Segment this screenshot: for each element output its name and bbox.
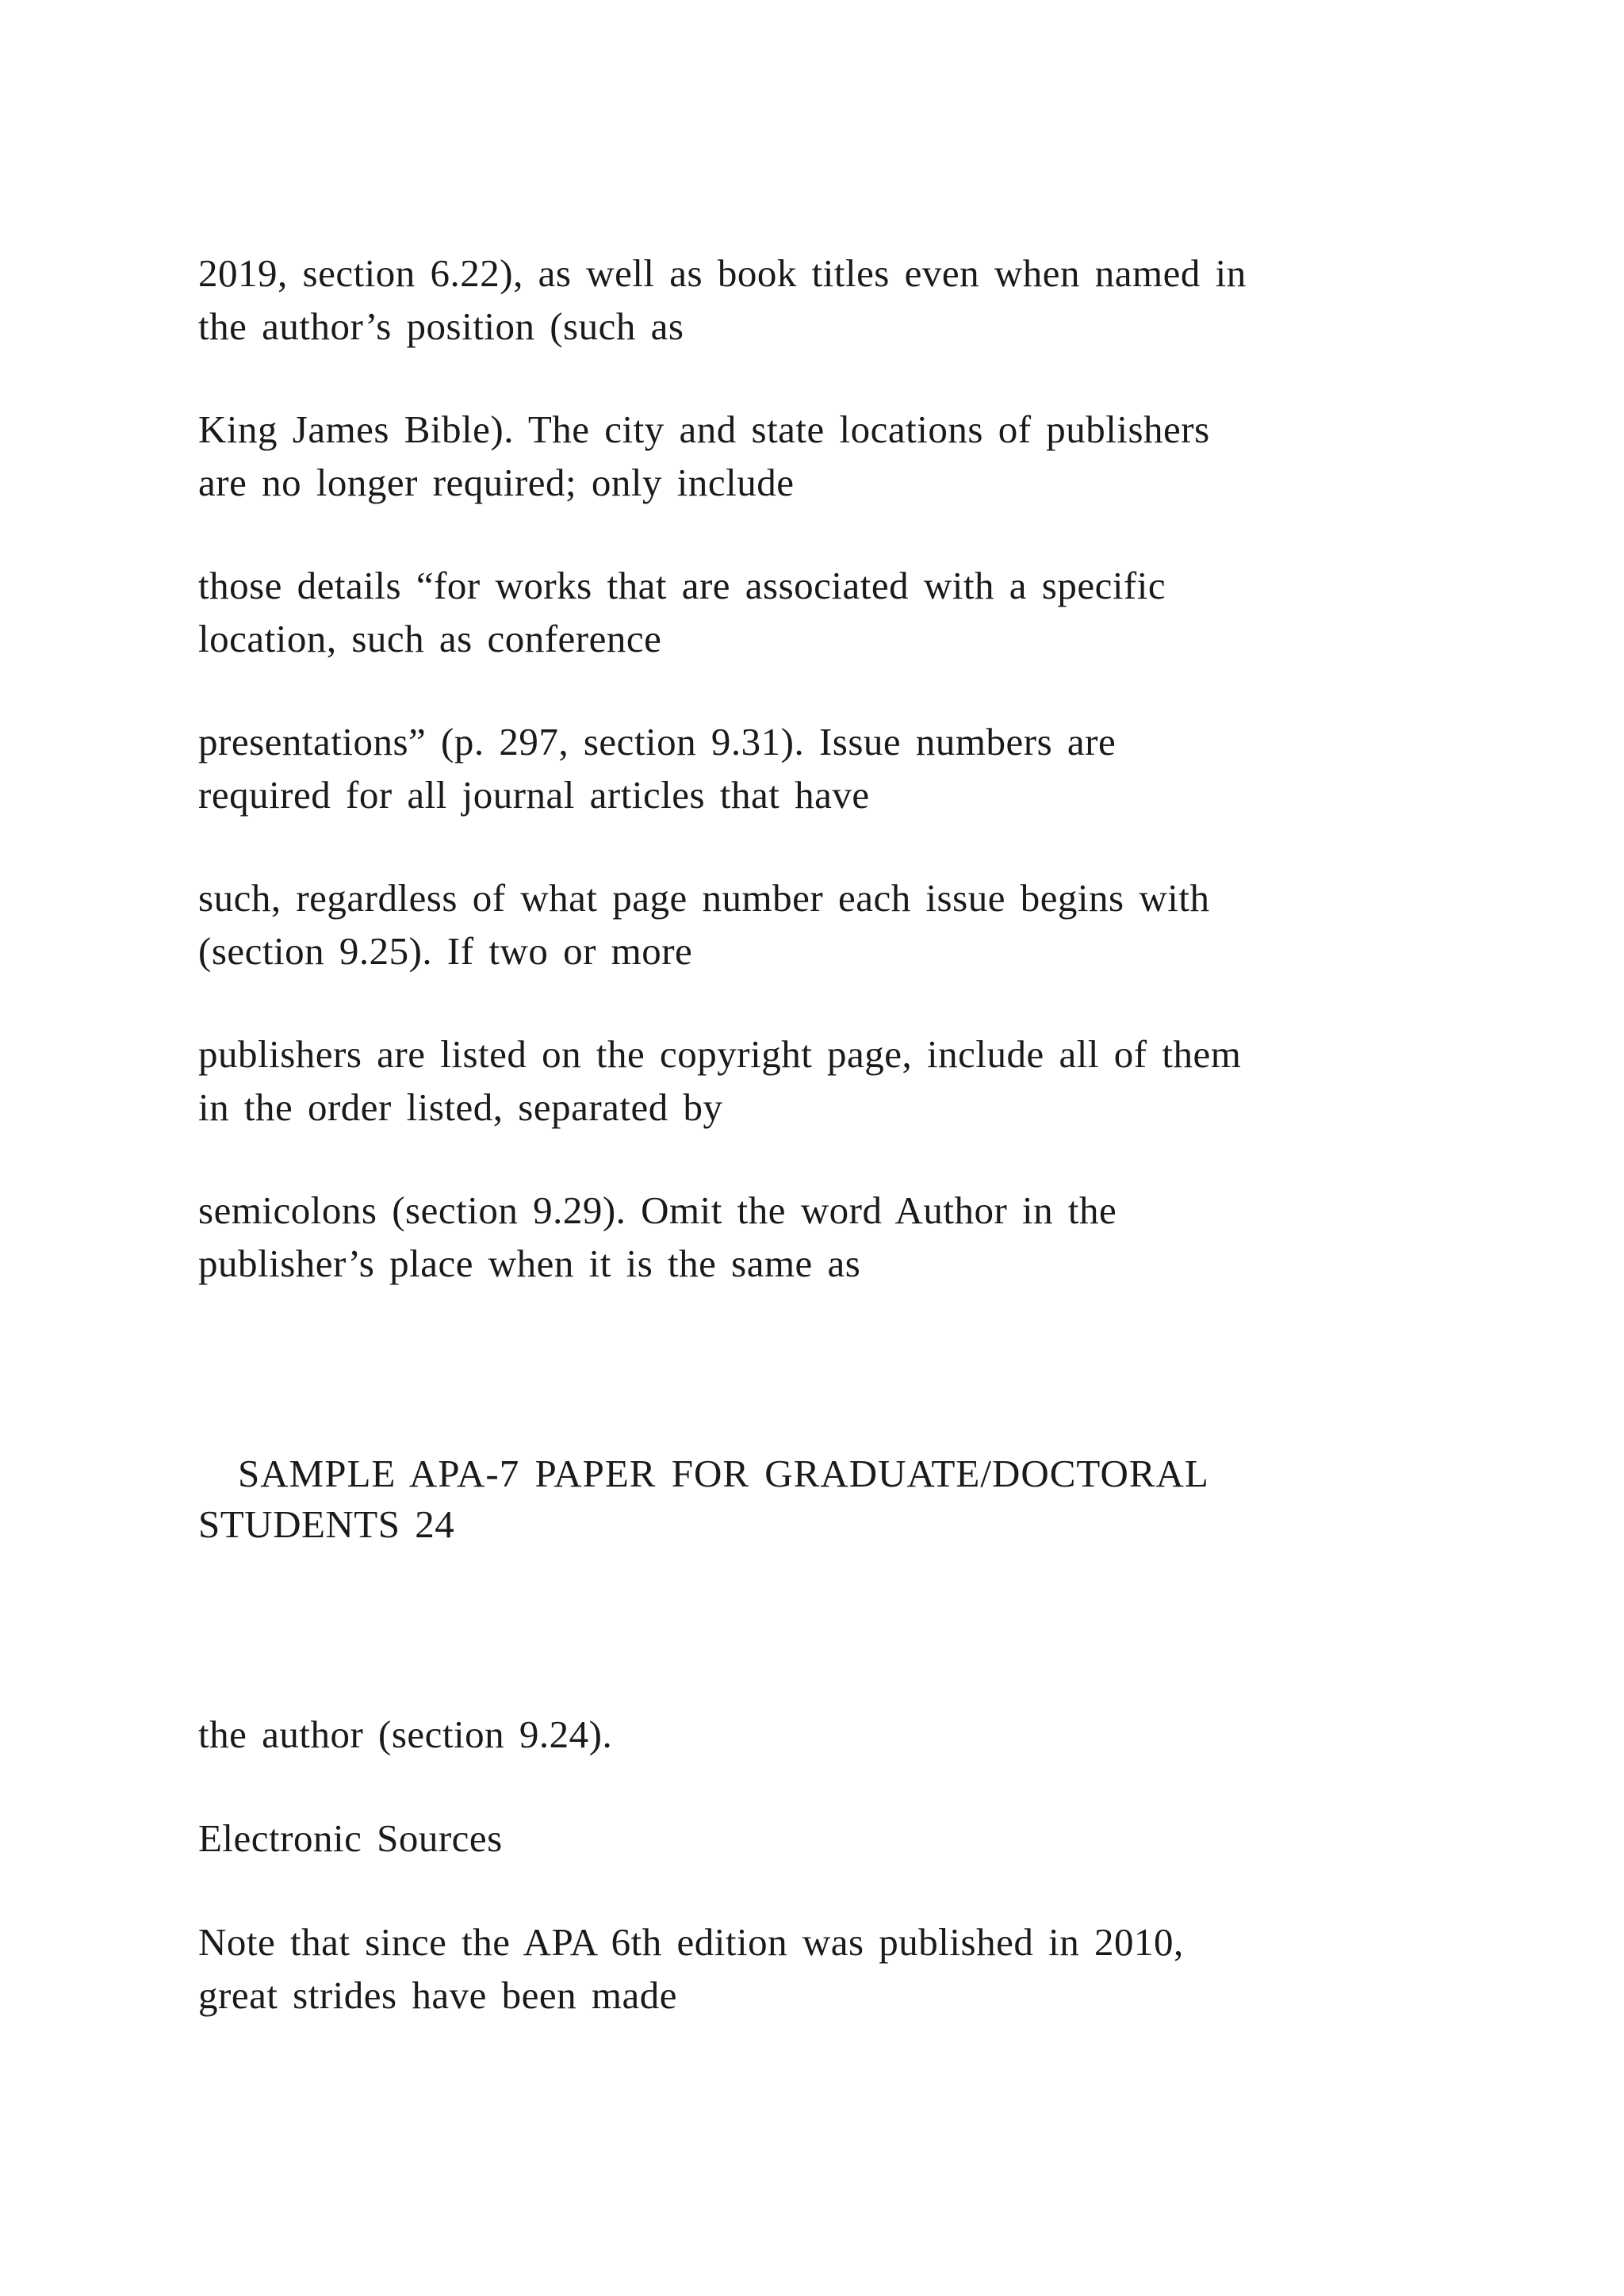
paragraph-3-line-2: location, such as conference	[198, 617, 662, 660]
paragraph-4-line-2: required for all journal articles that have	[198, 773, 870, 817]
paragraph-5-line-1: such, regardless of what page number each issue begins with	[198, 876, 1210, 920]
paragraph-7-line-1: semicolons (section 9.29). Omit the word Author in the	[198, 1188, 1117, 1232]
paragraph-4-line-1: presentations” (p. 297, section 9.31). Issue numbers are	[198, 720, 1116, 763]
paragraph-7-line-2: publisher’s place when it is the same as	[198, 1242, 861, 1285]
running-head-line-1: SAMPLE APA-7 PAPER FOR GRADUATE/DOCTORAL	[238, 1452, 1209, 1495]
paragraph-3-line-1: those details “for works that are associated with a specific	[198, 564, 1166, 607]
paragraph-1-line-1: 2019, section 6.22), as well as book titles even when named in	[198, 251, 1247, 295]
paragraph-2-line-2: are no longer required; only include	[198, 461, 795, 504]
paragraph-1-line-2: the author’s position (such as	[198, 304, 684, 348]
final-paragraph-line-2: great strides have been made	[198, 1973, 677, 2017]
section-heading: Electronic Sources	[198, 1816, 503, 1860]
paragraph-6-line-1: publishers are listed on the copyright page, include all of them	[198, 1032, 1242, 1076]
final-paragraph-line-1: Note that since the APA 6th edition was published in 2010,	[198, 1920, 1184, 1964]
running-head-line-2: STUDENTS 24	[198, 1502, 455, 1546]
paragraph-6-line-2: in the order listed, separated by	[198, 1085, 723, 1129]
paragraph-5-line-2: (section 9.25). If two or more	[198, 929, 693, 973]
paragraph-2-line-1: King James Bible). The city and state locations of publishers	[198, 408, 1210, 451]
continuation-text: the author (section 9.24).	[198, 1712, 613, 1756]
